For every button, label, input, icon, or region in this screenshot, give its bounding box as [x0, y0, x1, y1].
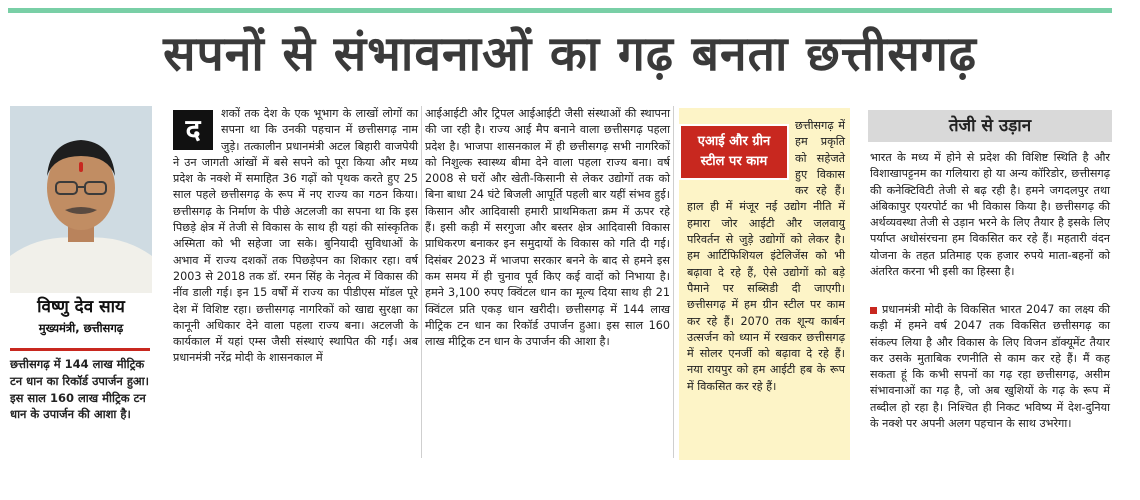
column-2-text: आईआईटी और ट्रिपल आईआईटी जैसी संस्थाओं की स्थापना की जा रही है। राज्य आई मैप बनाने वाला छत्तीसगढ़ पहला प्रदेश है। भाजपा शासनकाल में ही छत्तीसगढ़ सभी नागरिकों को निशुल्क स्वास्थ्य बीमा देने वाला पहला राज्य बना। वर्ष 2008 से घरों और खेती-किसानी से लेकर उद्योगों तक को बिना बाधा 24 घंटे बिजली आपूर्ति पहली बार यहीं संभव हुई। किसान और आदिवासी हमारी प्राथमिकता क्रम में ऊपर रहे हैं। इसी कड़ी में सरगुजा और बस्तर क्षेत्र आदिवासी विकास प्राधिकरण बनाकर इन समुदायों के विकास को गति दी गई। दिसंबर 2023 में भाजपा सरकार बनने के बाद से हमने इस कम समय में ही चुनाव पूर्व किए कई वादों को निभाया है। हमने 3,100 रुपए क्विंटल धान का मूल्य दिया साथ ही 21 क्विंटल प्रति एकड़ धान खरीदी। छत्तीसगढ़ में 144 लाख मीट्रिक टन धान का रिकॉर्ड उपार्जन हुआ। इस साल 160 लाख मीट्रिक टन धान के उपार्जन की आशा है। [425, 107, 670, 349]
column-4b-text: प्रधानमंत्री मोदी के विकसित भारत 2047 का लक्ष्य की कड़ी में हमने वर्ष 2047 तक विकसित छत्तीसगढ़ का संकल्प लिया है और विकास के लिए विजन डॉक्यूमेंट तैयार कर उसके मुताबिक रणनीति से काम कर रहे हैं। मैं कह सकता हूं कि कभी सपनों का गढ़ रहा छत्तीसगढ़, असीम संभावनाओं का गढ़ है, जो अब खुशियों के गढ़ के रूप में तब्दील हो रहा है। निश्चित ही निकट भविष्य में देश-दुनिया के नक्शे पर अपनी अलग पहचान के साथ उभरेगा। [870, 303, 1110, 431]
side-note: छत्तीसगढ़ में 144 लाख मीट्रिक टन धान का रिकॉर्ड उपार्जन हुआ। इस साल 160 लाख मीट्रिक टन धान के उपार्जन की आशा है। [10, 357, 150, 422]
drop-cap: द [173, 110, 213, 150]
article-column-4 [870, 150, 1110, 280]
headline: सपनों से संभावनाओं का गढ़ बनता छत्तीसगढ़ [163, 26, 977, 82]
chief-minister-portrait [10, 106, 152, 293]
article-column-4-continued [870, 302, 1110, 432]
column-1-text: शकों तक देश के एक भूभाग के लाखों लोगों का सपना था कि उनकी पहचान में छत्तीसगढ़ नाम जुड़े। तत्कालीन प्रधानमंत्री अटल बिहारी वाजपेयी ने उन जागती आंखों में बसे सपने को पूरा किया और मध्य प्रदेश के नक्शे में समाहित 36 गढ़ों को पृथक करते हुए 25 साल पहले छत्तीसगढ़ के रूप में नए राज्य का गठन किया। छत्तीसगढ़ के निर्माण के पीछे अटलजी का सपना था कि इस पिछड़े क्षेत्र में तेजी से विकास के साथ ही यहां की सांस्कृतिक अस्मिता को भी सहेजा जा सके। बुनियादी सुविधाओं के अभाव में राज्य दशकों तक पिछड़ेपन का शिकार रहा। वर्ष 2003 से 2018 तक डॉ. रमन सिंह के नेतृत्व में विकास की नींव डाली गई। इन 15 वर्षों में राज्य का पीडीएस मॉडल पूरे देश में विशिष्ट रहा। छत्तीसगढ़ नागरिकों को खाद्य सुरक्षा का कानूनी अधिकार देने वाला पहला राज्य बना। अटलजी के कार्यकाल में यहां एम्स जैसी संस्थाएं स्थापित की गईं। अब प्रधानमंत्री नरेंद्र मोदी के शासनकाल में [173, 107, 418, 365]
person-role: मुख्यमंत्री, छत्तीसगढ़ [38, 321, 124, 335]
article-column-2 [425, 106, 670, 350]
top-accent-bar [8, 8, 1112, 13]
person-name: विष्णु देव साय [37, 297, 125, 317]
column-divider [421, 106, 422, 458]
article-column-3 [687, 118, 845, 395]
section-heading: तेजी से उड़ान [868, 110, 1112, 142]
red-divider [10, 348, 150, 351]
article-column-1 [173, 106, 418, 367]
pull-quote: एआई और ग्रीन स्टील पर काम [679, 124, 789, 180]
red-bullet-icon [870, 307, 877, 314]
column-4-text: भारत के मध्य में होने से प्रदेश की विशिष्ट स्थिति है और विशाखापट्टनम का गलियारा हो या अन्य कॉरिडोर, छत्तीसगढ़ की कनेक्टिविटी तेजी से बढ़ रही है। हमने जगदलपुर तथा अंबिकापुर एयरपोर्ट का भी विकास किया है। छत्तीसगढ़ की अर्थव्यवस्था तेजी से उड़ान भरने के लिए तैयार है इसके लिए पर्याप्त अधोसंरचना हम विकसित कर रहे हैं। महतारी वंदन योजना के तहत प्रतिमाह एक हजार रुपये माता-बहनों को अंतरित करना भी इसी का हिस्सा है। [870, 151, 1110, 279]
column-divider [673, 106, 674, 458]
column-3-text: छत्तीसगढ़ में हम प्रकृति को सहेजते हुए विकास कर रहे हैं। हाल ही में मंजूर नई उद्योग नीति में हमारा जोर आईटी और जलवायु परिवर्तन से जुड़े उद्योगों को लेकर है। हम आर्टिफिशियल इंटेलिजेंस को भी बढ़ावा दे रहे हैं, ऐसे उद्योगों को बड़े पैमाने पर सब्सिडी दी जाएगी। छत्तीसगढ़ में हम ग्रीन स्टील पर काम कर रहे हैं। 2070 तक शून्य कार्बन उत्सर्जन को ध्यान में रखकर छत्तीसगढ़ में सोलर एनर्जी को बढ़ावा दे रहे हैं। नया रायपुर को हम आईटी हब के रूप में विकसित कर रहे हैं। [687, 119, 845, 393]
